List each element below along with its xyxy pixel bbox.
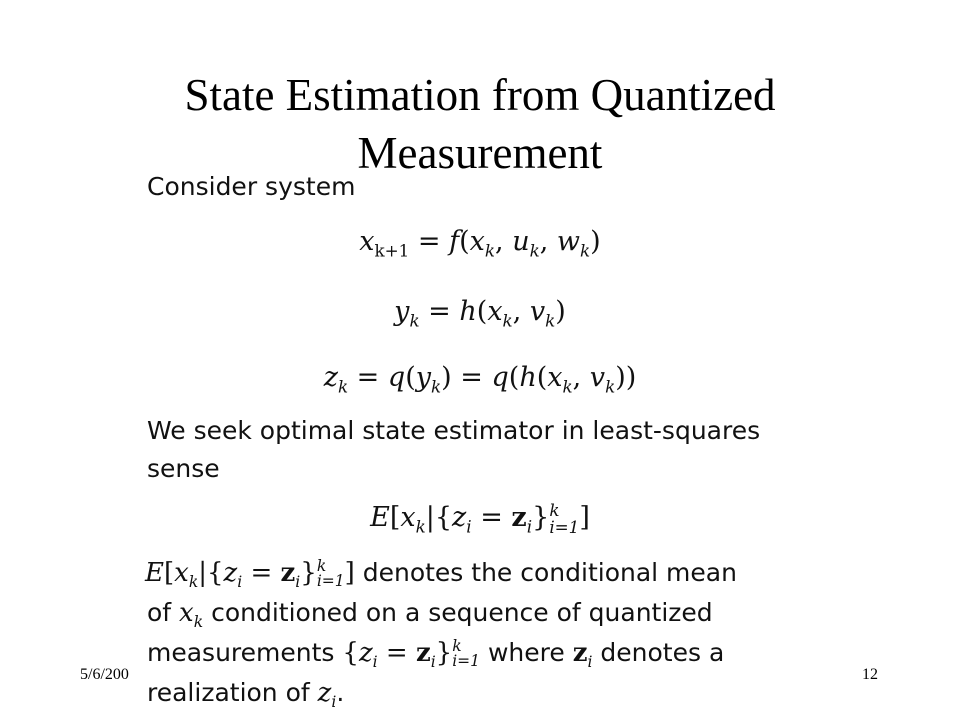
footer-date: 5/6/200 bbox=[80, 666, 129, 683]
slide-title bbox=[80, 66, 880, 182]
measurement-equation: $y_k = h(x_k$, $v_k$) bbox=[394, 296, 566, 331]
quantization-equation: $z_k = q(y_k) = q(h(x_k$, $v_k$)) bbox=[323, 362, 637, 397]
seek-text-line-1: We seek optimal state estimator in least-squares bbox=[147, 416, 761, 445]
title-line-2: Measurement bbox=[357, 128, 603, 178]
seek-text-line-2: sense bbox=[147, 454, 220, 483]
title-line-1: State Estimation from Quantized bbox=[184, 70, 776, 120]
description-line-3: measurements $\{z_i = z_i\}$ k i=1 where $z_i$ denotes a bbox=[147, 636, 725, 671]
conditional-expectation: $E[x_k|\{z_i = z_i\}$ k i=1 ] bbox=[370, 500, 590, 537]
state-equation: $x_{k+1} = f(x_k$, $u_k$, $w_k$) bbox=[359, 226, 601, 261]
description-line-2: of $x_k$ conditioned on a sequence of quantized bbox=[147, 598, 713, 631]
slide-number: 12 bbox=[862, 666, 878, 683]
description-line-4: realization of $z_i$. bbox=[147, 678, 345, 711]
description-line-1: $E[x_k|\{z_i = z_i\}$ k i=1 ] denotes the conditional mean bbox=[145, 556, 737, 591]
consider-text: Consider system bbox=[147, 172, 356, 201]
